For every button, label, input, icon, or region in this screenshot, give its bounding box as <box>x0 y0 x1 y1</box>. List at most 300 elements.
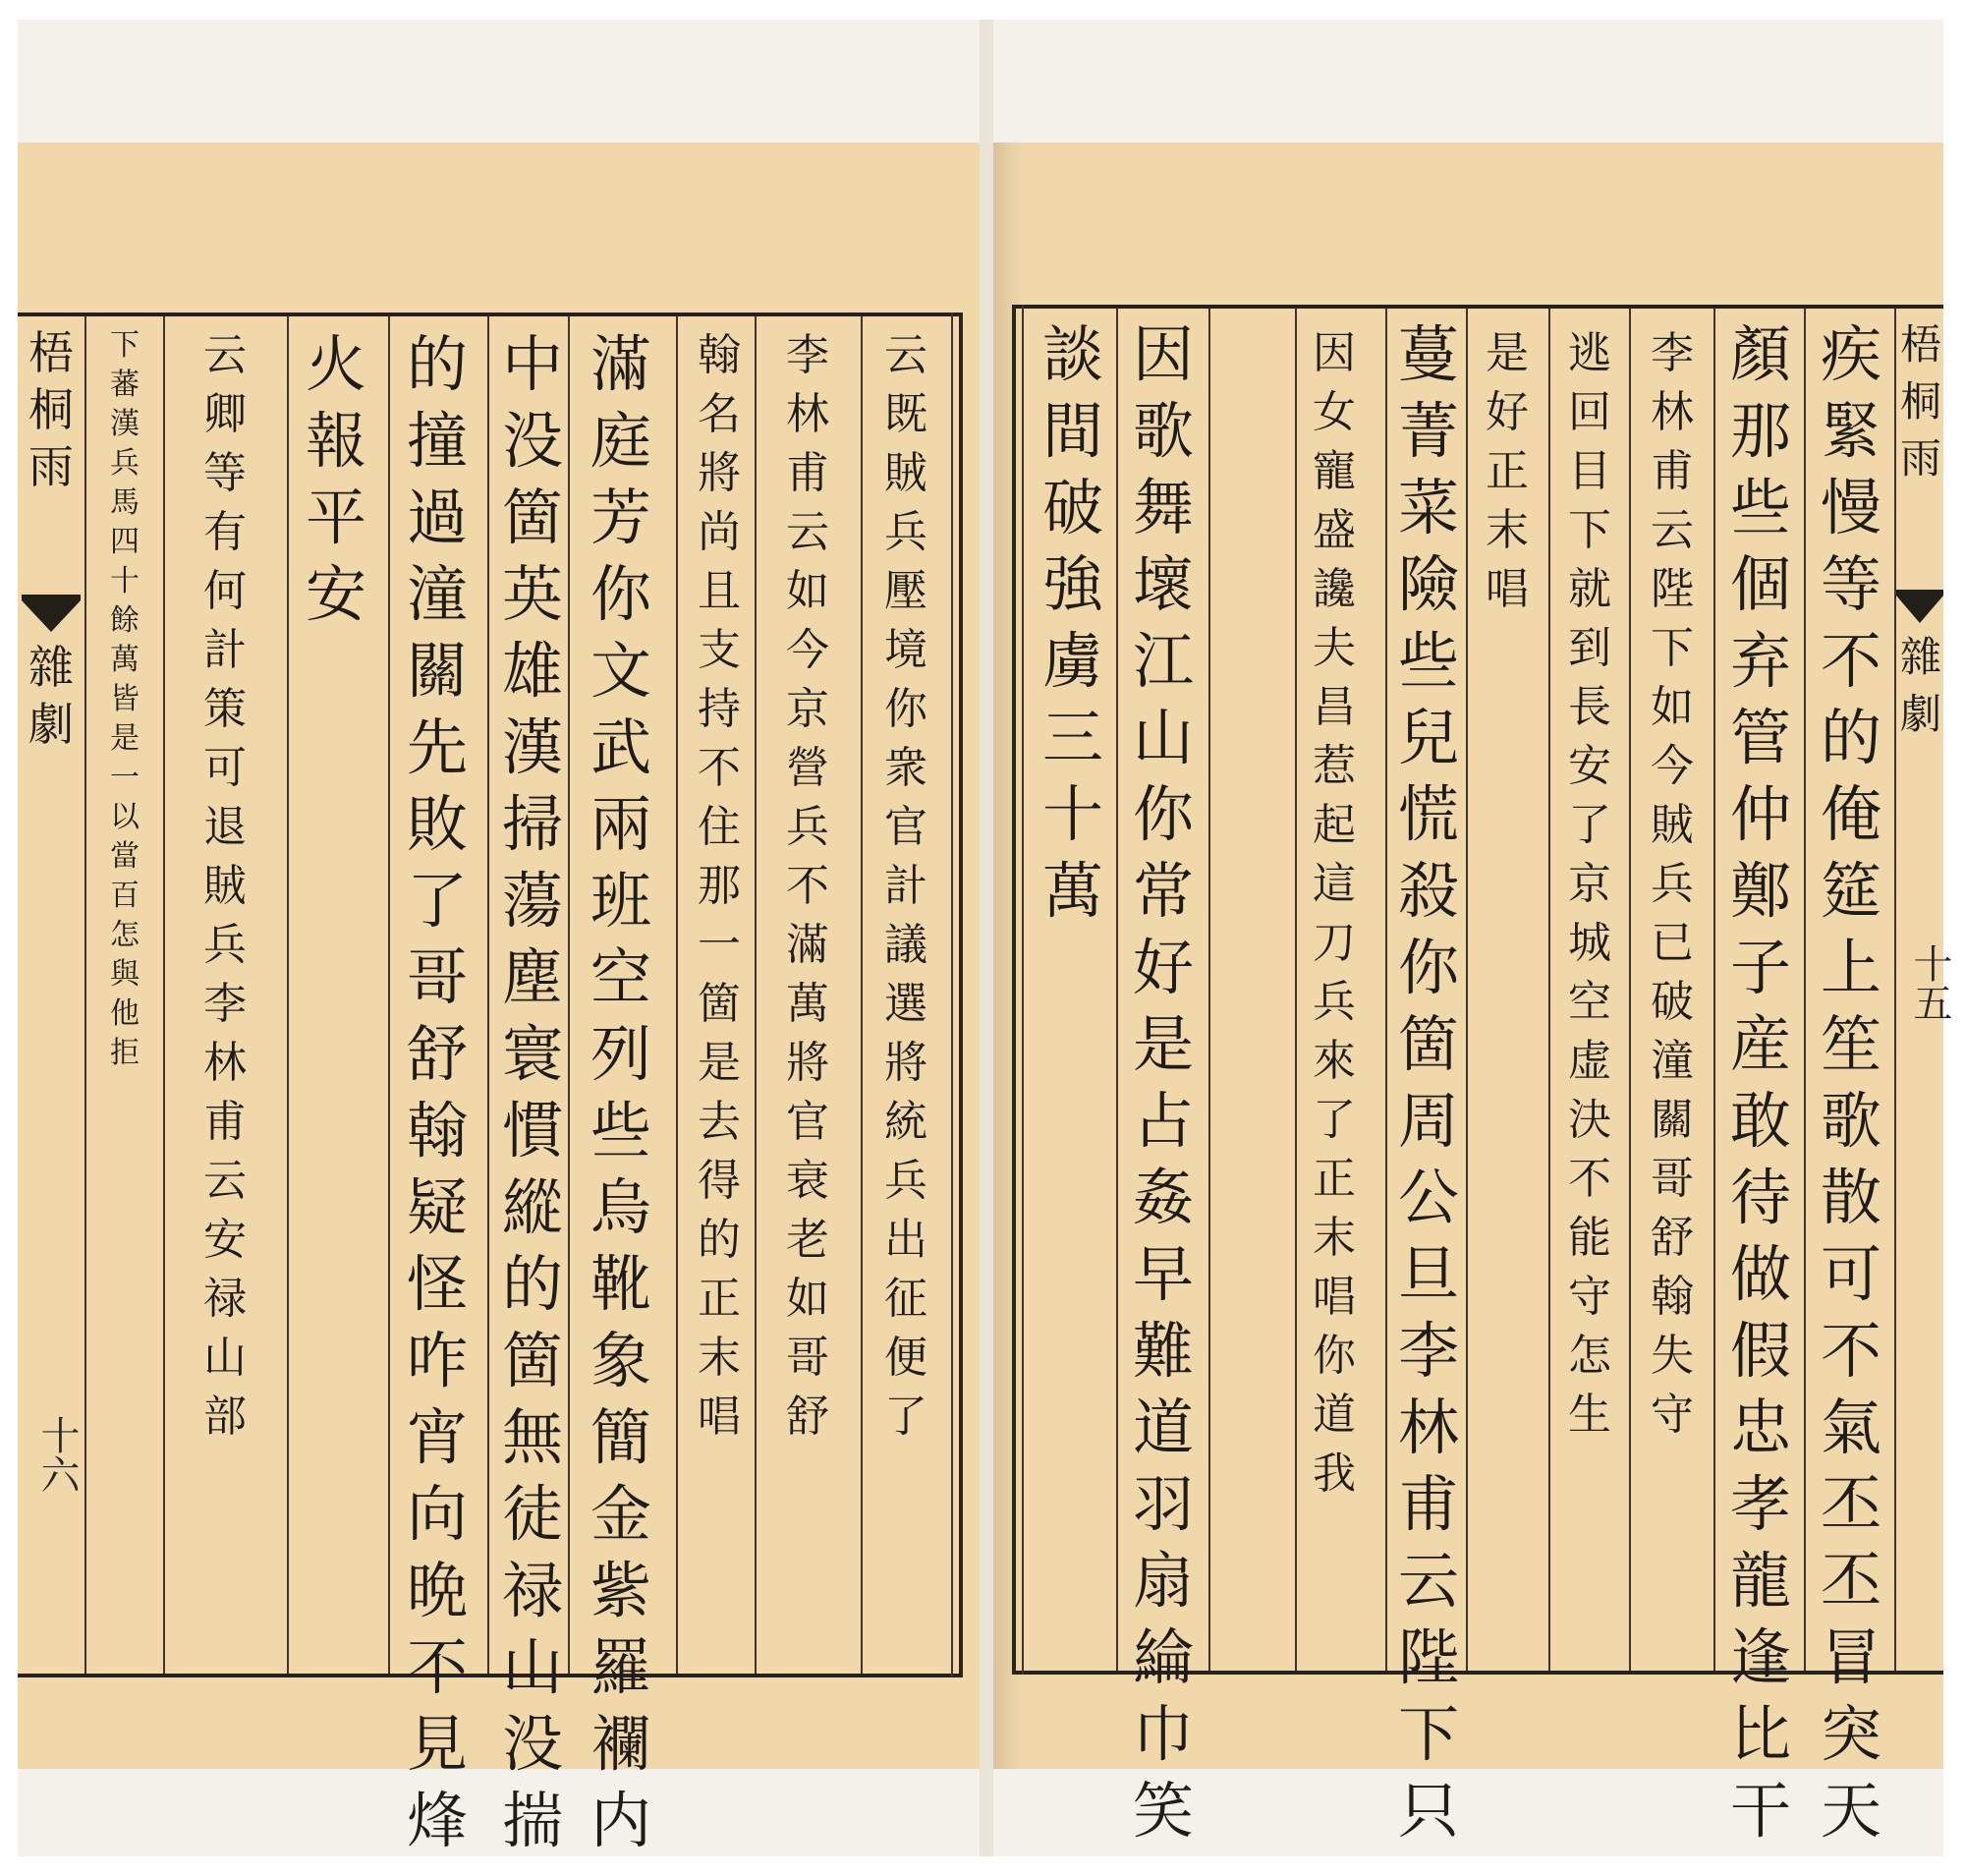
left-col-rule <box>388 316 390 1674</box>
glyph: 内 <box>590 1785 651 1856</box>
left-col-rule <box>487 316 489 1674</box>
left-margin-label <box>24 639 79 753</box>
glyph: 因 <box>1313 328 1356 378</box>
glyph: 下 <box>1651 623 1694 673</box>
glyph: 管 <box>1729 702 1791 773</box>
glyph: 正 <box>698 1274 741 1324</box>
glyph: 下 <box>1568 505 1611 555</box>
glyph: 了 <box>1313 1095 1356 1145</box>
glyph: 十 <box>1041 778 1103 850</box>
glyph: 有 <box>203 507 247 557</box>
glyph: 支 <box>698 625 741 675</box>
glyph: 京 <box>786 684 829 734</box>
right-text-column <box>1122 316 1205 1849</box>
glyph: 散 <box>1820 1162 1881 1233</box>
glyph: 這 <box>1313 859 1356 909</box>
glyph: 去 <box>698 1097 741 1147</box>
glyph: 無 <box>501 1401 563 1473</box>
glyph: 些 <box>1397 625 1459 697</box>
margin-glyph: 雜 <box>1899 633 1941 681</box>
glyph: 馬 <box>110 485 140 520</box>
glyph: 你 <box>590 558 651 630</box>
margin-glyph: 桐 <box>28 383 74 436</box>
glyph: 金 <box>590 1478 651 1550</box>
book-spine <box>980 20 993 1856</box>
glyph: 目 <box>1568 446 1611 496</box>
glyph: 英 <box>501 558 563 630</box>
left-col-rule <box>861 316 863 1674</box>
glyph: 你 <box>1132 778 1194 850</box>
right-frame-left <box>1012 305 1016 1675</box>
glyph: 筵 <box>1820 855 1881 927</box>
glyph: 官 <box>786 1097 829 1147</box>
glyph: 顏 <box>1729 318 1791 390</box>
left-text-column <box>580 326 662 1859</box>
glyph: 揣 <box>501 1785 563 1856</box>
glyph: 過 <box>406 482 468 553</box>
glyph: 敗 <box>406 788 468 860</box>
glyph: 四 <box>110 525 140 559</box>
spine-shadow <box>993 142 1023 1769</box>
glyph: 老 <box>786 1215 829 1265</box>
glyph: 忠 <box>1729 1392 1791 1463</box>
glyph: 李 <box>786 330 829 380</box>
margin-label-text <box>24 639 79 753</box>
glyph: 起 <box>1313 800 1356 850</box>
glyph: 林 <box>1397 1392 1459 1463</box>
glyph: 個 <box>1729 548 1791 620</box>
left-text-column <box>194 326 256 1447</box>
glyph: 守 <box>1651 1390 1694 1440</box>
glyph: 比 <box>1729 1698 1791 1770</box>
glyph: 兵 <box>884 1156 927 1206</box>
glyph: 不 <box>698 743 741 793</box>
glyph: 兵 <box>1313 977 1356 1027</box>
glyph: 賊 <box>203 861 247 911</box>
glyph: 盛 <box>1313 505 1356 555</box>
glyph: 尚 <box>698 507 741 557</box>
right-text-column <box>1032 316 1114 930</box>
glyph: 部 <box>203 1392 247 1442</box>
glyph: 火 <box>305 328 366 400</box>
glyph: 到 <box>1568 623 1611 673</box>
glyph: 如 <box>786 1274 829 1324</box>
glyph: 蕩 <box>501 865 563 937</box>
glyph: 晩 <box>406 1555 468 1626</box>
glyph: 三 <box>1041 702 1103 773</box>
left-frame-top <box>18 313 963 316</box>
glyph: 那 <box>698 861 741 911</box>
glyph: 昌 <box>1313 682 1356 732</box>
glyph: 道 <box>1313 1390 1356 1440</box>
glyph: 將 <box>786 1038 829 1088</box>
glyph: 出 <box>884 1215 927 1265</box>
glyph: 雄 <box>501 635 563 707</box>
glyph: 兵 <box>110 446 140 481</box>
glyph: 安 <box>203 1215 247 1265</box>
margin-glyph: 雨 <box>1899 434 1941 483</box>
glyph: 慌 <box>1397 778 1459 850</box>
glyph: 已 <box>1651 918 1694 968</box>
margin-glyph: 雨 <box>28 440 74 493</box>
glyph: 向 <box>406 1478 468 1550</box>
glyph: 那 <box>1729 395 1791 467</box>
glyph: 甫 <box>203 1097 247 1147</box>
glyph: 是 <box>110 721 140 756</box>
glyph: 靴 <box>590 1248 651 1320</box>
glyph: 氣 <box>1820 1392 1881 1463</box>
glyph: 蔓 <box>1397 318 1459 390</box>
glyph: 子 <box>1729 932 1791 1003</box>
right-col-rule <box>1548 309 1550 1671</box>
glyph: 周 <box>1397 1085 1459 1157</box>
left-text-column <box>874 326 937 1447</box>
glyph: 官 <box>884 802 927 852</box>
glyph: 天 <box>1820 1775 1881 1847</box>
glyph: 滿 <box>590 328 651 400</box>
glyph: 皆 <box>110 682 140 716</box>
glyph: 云 <box>884 330 927 380</box>
glyph: 萬 <box>1041 855 1103 927</box>
glyph: 唱 <box>698 1392 741 1442</box>
left-text-column <box>491 326 574 1859</box>
glyph: 羅 <box>590 1631 651 1703</box>
glyph: 扇 <box>1132 1545 1194 1617</box>
glyph: 哥 <box>406 941 468 1013</box>
right-text-column <box>1810 316 1892 1849</box>
glyph: 烽 <box>406 1785 468 1856</box>
glyph: 議 <box>884 920 927 970</box>
glyph: 潼 <box>1651 1036 1694 1086</box>
glyph: 壓 <box>884 566 927 616</box>
glyph: 假 <box>1729 1315 1791 1387</box>
glyph: 關 <box>406 635 468 707</box>
glyph: 簡 <box>590 1401 651 1473</box>
left-col-rule <box>163 316 165 1674</box>
glyph: 可 <box>1820 1238 1881 1310</box>
margin-glyph: 梧 <box>28 326 74 379</box>
glyph: 賊 <box>884 448 927 498</box>
glyph: 夫 <box>1313 623 1356 673</box>
glyph: 笙 <box>1820 1008 1881 1080</box>
glyph: 紫 <box>590 1555 651 1626</box>
glyph: 早 <box>1132 1238 1194 1310</box>
glyph: 敢 <box>1729 1085 1791 1157</box>
glyph: 些 <box>1729 472 1791 543</box>
right-text-column <box>1387 316 1470 1849</box>
glyph: 將 <box>698 448 741 498</box>
glyph: 怎 <box>1568 1331 1611 1381</box>
glyph: 末 <box>698 1333 741 1383</box>
glyph: 慢 <box>1820 472 1881 543</box>
glyph: 林 <box>203 1038 247 1088</box>
glyph: 不 <box>1820 1315 1881 1387</box>
right-col-rule <box>1804 309 1806 1671</box>
glyph: 百 <box>110 879 140 913</box>
glyph: 餘 <box>110 603 140 638</box>
glyph: 歌 <box>1132 395 1194 467</box>
glyph: 殺 <box>1397 855 1459 927</box>
glyph: 且 <box>698 566 741 616</box>
glyph: 孝 <box>1729 1468 1791 1540</box>
glyph: 兒 <box>1397 702 1459 773</box>
glyph: 没 <box>501 405 563 477</box>
glyph: 武 <box>590 711 651 783</box>
glyph: 山 <box>1132 702 1194 773</box>
glyph: 些 <box>590 1095 651 1166</box>
glyph: 李 <box>1651 328 1694 378</box>
glyph: 卿 <box>203 389 247 439</box>
glyph: 強 <box>1041 548 1103 620</box>
glyph: 破 <box>1651 977 1694 1027</box>
glyph: 關 <box>1651 1095 1694 1145</box>
right-col-rule <box>1713 309 1715 1671</box>
glyph: 待 <box>1729 1162 1791 1233</box>
glyph: 的 <box>406 328 468 400</box>
glyph: 等 <box>203 448 247 498</box>
glyph: 了 <box>406 865 468 937</box>
glyph: 歌 <box>1820 1085 1881 1157</box>
margin-label-text <box>1898 629 1943 743</box>
right-fishtail-icon <box>1896 590 1943 625</box>
glyph: 決 <box>1568 1095 1611 1145</box>
glyph: 空 <box>590 941 651 1013</box>
glyph: 逃 <box>1568 328 1611 378</box>
margin-glyph: 劇 <box>28 698 74 751</box>
glyph: 仲 <box>1729 778 1791 850</box>
glyph: 龍 <box>1729 1545 1791 1617</box>
glyph: 兵 <box>786 802 829 852</box>
glyph: 翰 <box>1651 1272 1694 1322</box>
glyph: 將 <box>884 1038 927 1088</box>
glyph: 舒 <box>786 1392 829 1442</box>
glyph: 甫 <box>1651 446 1694 496</box>
glyph: 一 <box>110 761 140 795</box>
glyph: 綸 <box>1132 1621 1194 1693</box>
glyph: 舒 <box>1651 1213 1694 1263</box>
glyph: 舞 <box>1132 472 1194 543</box>
glyph: 翰 <box>406 1095 468 1166</box>
glyph: 談 <box>1041 318 1103 390</box>
glyph: 李 <box>203 979 247 1029</box>
glyph: 好 <box>1486 387 1529 437</box>
right-text-column <box>1303 324 1366 1504</box>
glyph: 哥 <box>786 1333 829 1383</box>
glyph: 塵 <box>501 941 563 1013</box>
glyph: 上 <box>1820 932 1881 1003</box>
right-col-rule <box>1894 309 1896 1671</box>
glyph: 統 <box>884 1097 927 1147</box>
margin-title-text <box>1898 316 1943 487</box>
glyph: 班 <box>590 865 651 937</box>
glyph: 下 <box>110 328 140 363</box>
glyph: 箇 <box>1397 1008 1459 1080</box>
glyph: 陛 <box>1397 1621 1459 1693</box>
glyph: 干 <box>1729 1775 1791 1847</box>
glyph: 衆 <box>884 743 927 793</box>
glyph: 山 <box>501 1631 563 1703</box>
glyph: 的 <box>501 1248 563 1320</box>
glyph: 了 <box>884 1392 927 1442</box>
glyph: 當 <box>110 839 140 874</box>
glyph: 文 <box>590 635 651 707</box>
glyph: 撞 <box>406 405 468 477</box>
glyph: 縱 <box>501 1171 563 1243</box>
glyph: 因 <box>1132 318 1194 390</box>
glyph: 緊 <box>1820 395 1881 467</box>
glyph: 寵 <box>1313 446 1356 496</box>
left-text-column <box>102 326 147 1073</box>
glyph: 漢 <box>110 407 140 441</box>
glyph: 疑 <box>406 1171 468 1243</box>
glyph: 一 <box>698 920 741 970</box>
glyph: 既 <box>884 389 927 439</box>
glyph: 空 <box>1568 977 1611 1027</box>
glyph: 先 <box>406 711 468 783</box>
glyph: 唱 <box>1313 1272 1356 1322</box>
left-frame-inner-rule <box>951 313 953 1677</box>
glyph: 讒 <box>1313 564 1356 614</box>
glyph: 俺 <box>1820 778 1881 850</box>
glyph: 末 <box>1313 1213 1356 1263</box>
glyph: 掃 <box>501 788 563 860</box>
glyph: 正 <box>1313 1154 1356 1204</box>
glyph: 庭 <box>590 405 651 477</box>
glyph: 哥 <box>1651 1154 1694 1204</box>
glyph: 何 <box>203 566 247 616</box>
left-col-rule <box>676 316 678 1674</box>
left-margin-title <box>24 324 79 495</box>
right-page-number <box>1902 943 1958 1022</box>
glyph: 見 <box>406 1708 468 1780</box>
glyph: 計 <box>203 625 247 675</box>
right-margin-label <box>1898 629 1943 743</box>
glyph: 不 <box>406 1631 468 1703</box>
glyph: 李 <box>1397 1315 1459 1387</box>
glyph: 失 <box>1651 1331 1694 1381</box>
glyph: 箇 <box>501 482 563 553</box>
glyph: 萬 <box>110 643 140 677</box>
glyph: 巾 <box>1132 1698 1194 1770</box>
margin-title-text <box>24 324 79 495</box>
glyph: 唱 <box>1486 564 1529 614</box>
glyph: 營 <box>786 743 829 793</box>
glyph: 不 <box>1820 625 1881 697</box>
glyph: 守 <box>1568 1272 1611 1322</box>
glyph: 常 <box>1132 855 1194 927</box>
glyph: 的 <box>698 1215 741 1265</box>
right-text-column <box>1719 316 1802 1849</box>
glyph: 壞 <box>1132 548 1194 620</box>
glyph: 女 <box>1313 387 1356 437</box>
glyph: 逢 <box>1729 1621 1791 1693</box>
glyph: 甫 <box>1397 1468 1459 1540</box>
glyph: 等 <box>1820 548 1881 620</box>
glyph: 可 <box>203 743 247 793</box>
glyph: 報 <box>305 405 366 477</box>
glyph: 禄 <box>203 1274 247 1324</box>
glyph: 退 <box>203 802 247 852</box>
glyph: 鄭 <box>1729 855 1791 927</box>
glyph: 翰 <box>698 330 741 380</box>
right-margin-title <box>1898 316 1943 487</box>
glyph: 破 <box>1041 472 1103 543</box>
glyph: 如 <box>786 566 829 616</box>
left-col-rule <box>755 316 757 1674</box>
glyph: 名 <box>698 389 741 439</box>
glyph: 今 <box>1651 741 1694 791</box>
right-text-column <box>1641 324 1704 1445</box>
glyph: 産 <box>1729 1008 1791 1080</box>
glyph: 云 <box>786 507 829 557</box>
glyph: 羽 <box>1132 1468 1194 1540</box>
glyph: 京 <box>1568 859 1611 909</box>
glyph: 住 <box>698 802 741 852</box>
right-text-column <box>1558 324 1621 1445</box>
glyph: 你 <box>1397 932 1459 1003</box>
glyph: 安 <box>305 558 366 630</box>
glyph: 旦 <box>1397 1238 1459 1310</box>
glyph: 占 <box>1132 1085 1194 1157</box>
right-frame-inner-rule <box>1022 305 1024 1675</box>
glyph: 拒 <box>110 1036 140 1070</box>
glyph: 兩 <box>590 788 651 860</box>
right-col-rule <box>1208 309 1210 1671</box>
glyph: 兵 <box>1651 859 1694 909</box>
glyph: 如 <box>1651 682 1694 732</box>
glyph: 惹 <box>1313 741 1356 791</box>
glyph: 安 <box>1568 741 1611 791</box>
glyph: 没 <box>501 1708 563 1780</box>
glyph: 云 <box>203 1156 247 1206</box>
page-number-text: 十五 <box>1907 943 1952 1022</box>
glyph: 甫 <box>786 448 829 498</box>
glyph: 丕 <box>1820 1468 1881 1540</box>
glyph: 是 <box>1486 328 1529 378</box>
glyph: 禄 <box>501 1555 563 1626</box>
glyph: 箇 <box>698 979 741 1029</box>
margin-glyph: 劇 <box>1899 690 1941 738</box>
glyph: 弃 <box>1729 625 1791 697</box>
glyph: 今 <box>786 625 829 675</box>
glyph: 生 <box>1568 1390 1611 1440</box>
left-text-column <box>295 326 377 633</box>
glyph: 下 <box>1397 1698 1459 1770</box>
glyph: 能 <box>1568 1213 1611 1263</box>
left-text-column <box>688 326 751 1447</box>
glyph: 咋 <box>406 1325 468 1396</box>
left-fishtail-icon <box>22 595 81 634</box>
left-text-column <box>396 326 478 1859</box>
glyph: 險 <box>1397 548 1459 620</box>
glyph: 突 <box>1820 1698 1881 1770</box>
glyph: 境 <box>884 625 927 675</box>
glyph: 怎 <box>110 918 140 952</box>
glyph: 平 <box>305 482 366 553</box>
glyph: 冒 <box>1820 1621 1881 1693</box>
glyph: 只 <box>1397 1775 1459 1847</box>
right-col-rule <box>1295 309 1297 1671</box>
left-frame-right <box>959 313 963 1677</box>
glyph: 公 <box>1397 1162 1459 1233</box>
glyph: 林 <box>1651 387 1694 437</box>
glyph: 舒 <box>406 1018 468 1090</box>
glyph: 云 <box>203 330 247 380</box>
glyph: 回 <box>1568 387 1611 437</box>
left-text-column <box>776 326 839 1447</box>
glyph: 姦 <box>1132 1162 1194 1233</box>
glyph: 虜 <box>1041 625 1103 697</box>
